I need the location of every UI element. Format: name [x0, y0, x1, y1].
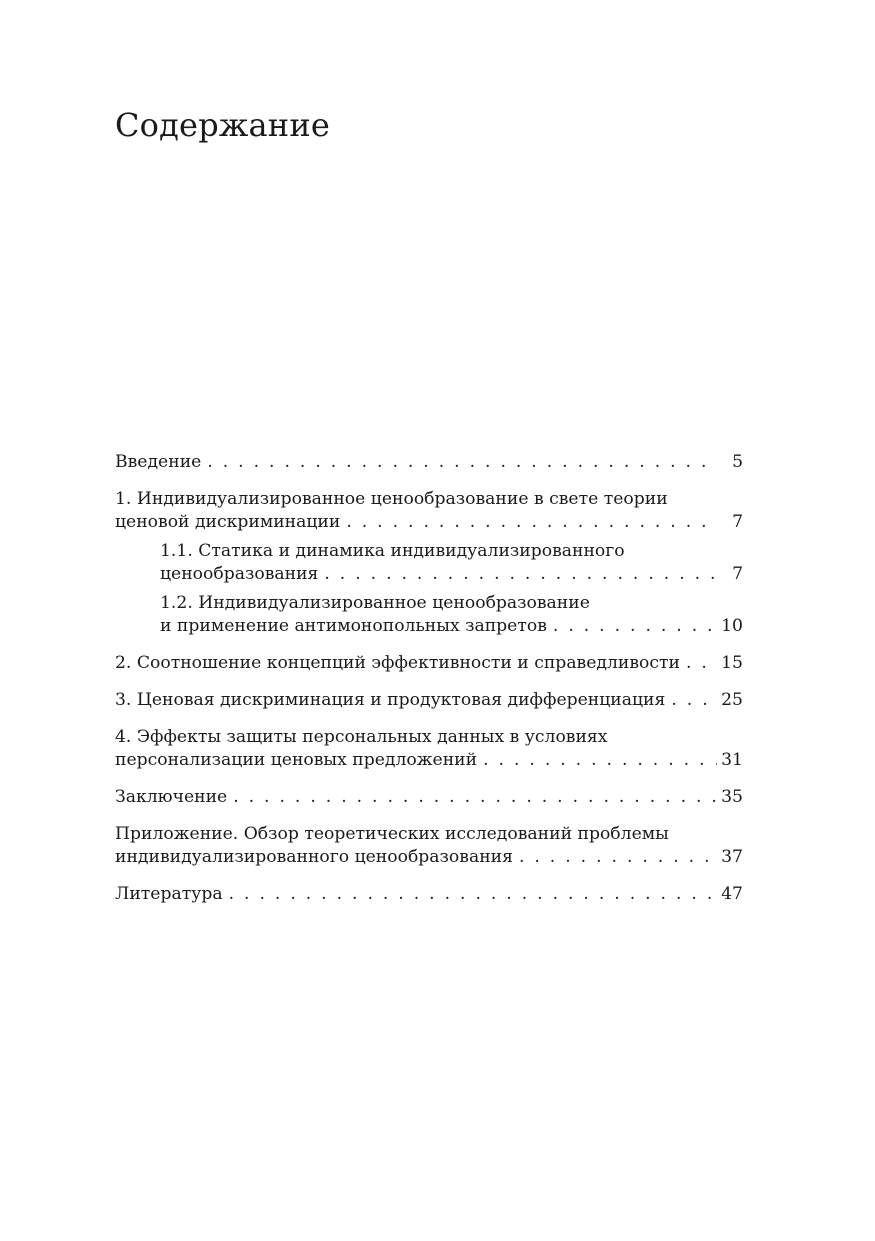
toc-entry-title-continued: ценообразования	[160, 564, 319, 584]
toc-entry-section-1-1[interactable]	[160, 540, 743, 586]
toc-entry-title-continued: персонализации ценовых предложений	[115, 750, 478, 770]
toc-entry-section-1-2[interactable]	[160, 592, 743, 638]
dot-leader	[547, 615, 717, 638]
toc-entry-title: 1.2. Индивидуализированное ценообразование	[160, 593, 590, 613]
toc-entry-chapter-1[interactable]	[115, 488, 743, 534]
toc-entry-literature[interactable]	[115, 883, 743, 906]
toc-entry-title-continued: и применение антимонопольных запретов	[160, 616, 547, 636]
toc-page-number: 31	[721, 750, 743, 770]
toc-entry-title-continued: ценовой дискриминации	[115, 512, 341, 532]
dot-leader	[201, 451, 717, 474]
dot-leader	[665, 689, 717, 712]
dot-leader	[340, 511, 717, 534]
toc-entry-appendix[interactable]	[115, 823, 743, 869]
toc-page-number: 35	[721, 787, 743, 807]
toc-entry-title: 4. Эффекты защиты персональных данных в условиях	[115, 727, 608, 747]
toc-entry-title: 2. Соотношение концепций эффективности и справедливости	[115, 653, 680, 673]
dot-leader	[227, 786, 717, 809]
toc-entry-title: 1. Индивидуализированное ценообразование в свете теории	[115, 489, 668, 509]
toc-page-number: 10	[721, 616, 743, 636]
table-of-contents	[115, 451, 743, 906]
toc-page-number: 47	[721, 884, 743, 904]
toc-entry-conclusion[interactable]	[115, 786, 743, 809]
toc-page-number: 37	[721, 847, 743, 867]
toc-entry-title: 1.1. Статика и динамика индивидуализированного	[160, 541, 625, 561]
toc-entry-chapter-3[interactable]	[115, 689, 743, 712]
dot-leader	[223, 883, 717, 906]
toc-entry-title: Приложение. Обзор теоретических исследований проблемы	[115, 824, 669, 844]
toc-page-number: 25	[721, 690, 743, 710]
toc-entry-introduction[interactable]	[115, 451, 743, 474]
toc-page-number: 7	[732, 512, 743, 532]
toc-entry-title: 3. Ценовая дискриминация и продуктовая дифференциация	[115, 690, 666, 710]
toc-entry-chapter-4[interactable]	[115, 726, 743, 772]
toc-entry-title: Заключение	[115, 787, 228, 807]
dot-leader	[680, 652, 717, 675]
toc-page-number: 15	[721, 653, 743, 673]
toc-page-number: 7	[732, 564, 743, 584]
page-title: Содержание	[115, 106, 330, 144]
toc-entry-chapter-2[interactable]	[115, 652, 743, 675]
toc-entry-title: Литература	[115, 884, 223, 904]
dot-leader	[513, 846, 717, 869]
toc-entry-title: Введение	[115, 452, 202, 472]
toc-page-number: 5	[732, 452, 743, 472]
dot-leader	[477, 749, 717, 772]
dot-leader	[318, 563, 717, 586]
toc-entry-title-continued: индивидуализированного ценообразования	[115, 847, 513, 867]
